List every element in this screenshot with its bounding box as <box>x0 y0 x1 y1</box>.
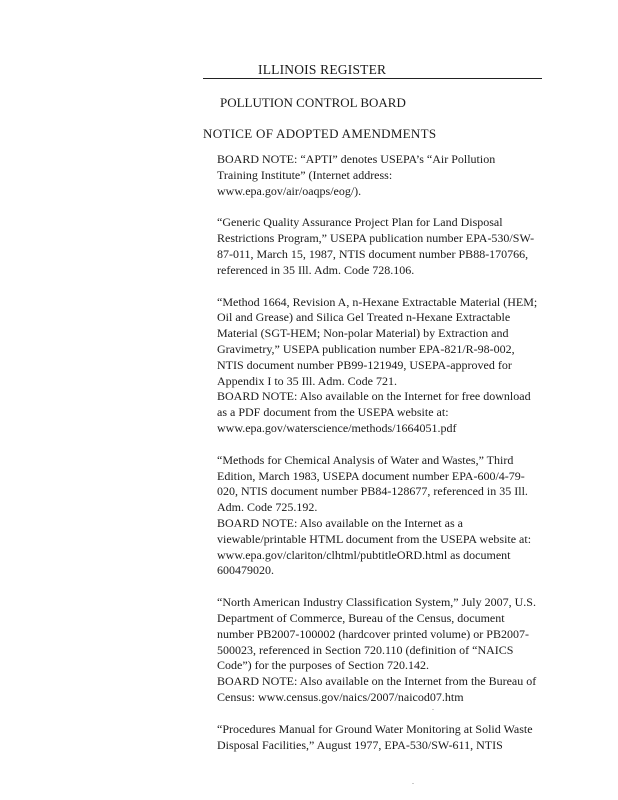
text-line: Edition, March 1983, USEPA document number EPA-600/4-79- <box>217 468 525 483</box>
text-line: “Methods for Chemical Analysis of Water and Wastes,” Third <box>217 452 514 467</box>
text-line: BOARD NOTE: Also available on the Internet as a <box>217 515 463 530</box>
text-line: www.epa.gov/waterscience/methods/1664051.pdf <box>217 420 457 435</box>
text-line: www.epa.gov/clariton/clhtml/pubtitleORD.html as document <box>217 547 511 562</box>
text-line: Gravimetry,” USEPA publication number EPA-821/R-98-002, <box>217 341 515 356</box>
reference-entry <box>217 595 547 706</box>
register-title: ILLINOIS REGISTER <box>258 62 387 77</box>
text-line: 500023, referenced in Section 720.110 (definition of “NAICS <box>217 642 514 657</box>
reference-entry <box>217 722 547 754</box>
text-line: viewable/printable HTML document from the USEPA website at: <box>217 531 532 546</box>
text-line: as a PDF document from the USEPA website at: <box>217 405 449 420</box>
text-line: BOARD NOTE: Also available on the Internet from the Bureau of <box>217 674 537 689</box>
text-line: Training Institute” (Internet address: <box>217 167 393 182</box>
text-line: Adm. Code 725.192. <box>217 500 318 515</box>
document-body <box>217 152 547 769</box>
text-line: Restrictions Program,” USEPA publication number EPA-530/SW- <box>217 231 535 246</box>
scan-artifact: . <box>432 703 434 712</box>
text-line: Disposal Facilities,” August 1977, EPA-530/SW-611, NTIS <box>217 737 503 752</box>
scan-artifact: . <box>412 777 414 786</box>
text-line: “North American Industry Classification System,” July 2007, U.S. <box>217 595 536 610</box>
text-line: Material (SGT-HEM; Non-polar Material) by Extraction and <box>217 326 509 341</box>
text-line: “Procedures Manual for Ground Water Monitoring at Solid Waste <box>217 721 533 736</box>
agency-name: POLLUTION CONTROL BOARD <box>220 95 406 110</box>
text-line: www.epa.gov/air/oaqps/eog/). <box>217 183 362 198</box>
text-line: referenced in 35 Ill. Adm. Code 728.106. <box>217 262 415 277</box>
text-line: “Method 1664, Revision A, n-Hexane Extractable Material (HEM; <box>217 294 538 309</box>
reference-entry <box>217 295 547 437</box>
reference-entry <box>217 453 547 579</box>
text-line: Census: www.census.gov/naics/2007/naicod07.htm <box>217 689 464 704</box>
text-line: 87-011, March 15, 1987, NTIS document number PB88-170766, <box>217 246 529 261</box>
text-line: “Generic Quality Assurance Project Plan for Land Disposal <box>217 215 503 230</box>
reference-entry <box>217 152 547 199</box>
notice-title: NOTICE OF ADOPTED AMENDMENTS <box>203 126 437 141</box>
text-line: 020, NTIS document number PB84-128677, referenced in 35 Ill. <box>217 484 528 499</box>
text-line: Oil and Grease) and Silica Gel Treated n-Hexane Extractable <box>217 310 511 325</box>
text-line: number PB2007-100002 (hardcover printed volume) or PB2007- <box>217 626 529 641</box>
text-line: Code”) for the purposes of Section 720.142. <box>217 658 429 673</box>
text-line: BOARD NOTE: Also available on the Internet for free download <box>217 389 531 404</box>
header-rule <box>203 78 542 79</box>
text-line: Department of Commerce, Bureau of the Census, document <box>217 610 505 625</box>
text-line: 600479020. <box>217 563 274 578</box>
text-line: BOARD NOTE: “APTI” denotes USEPA’s “Air Pollution <box>217 152 496 166</box>
text-line: Appendix I to 35 Ill. Adm. Code 721. <box>217 373 397 388</box>
reference-entry <box>217 215 547 278</box>
text-line: NTIS document number PB99-121949, USEPA-approved for <box>217 357 512 372</box>
